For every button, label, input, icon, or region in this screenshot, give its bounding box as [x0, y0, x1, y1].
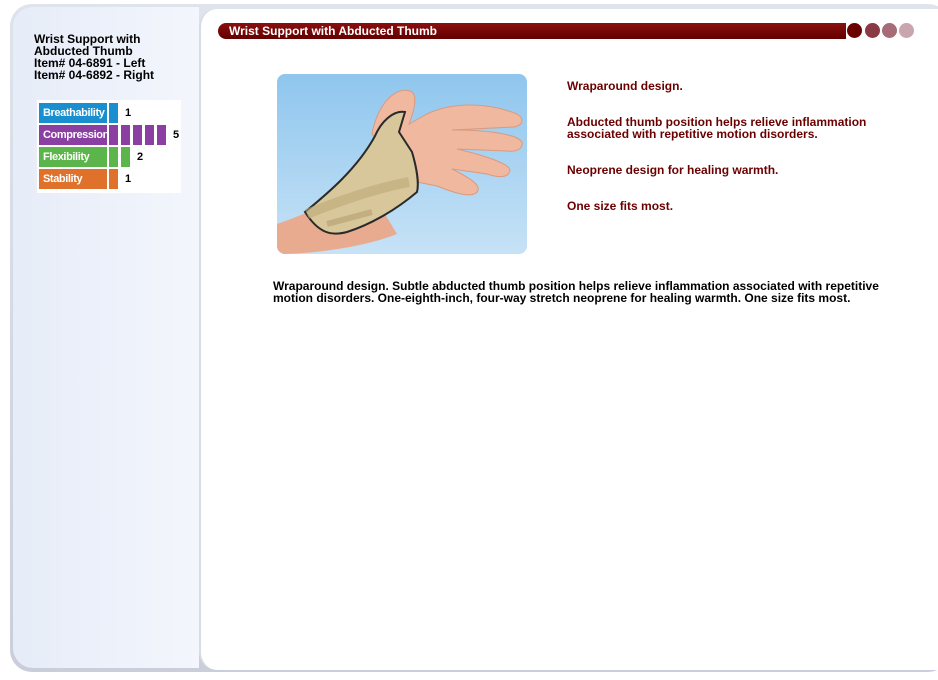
- feature-4: One size fits most.: [567, 199, 674, 213]
- rating-segment: [121, 147, 130, 167]
- rating-segment: [157, 125, 166, 145]
- feature-2: Abducted thumb position helps relieve inflammation associated with repetitive motion disorders.: [567, 115, 867, 141]
- nav-dot-1[interactable]: [847, 23, 862, 38]
- nav-dot-3[interactable]: [882, 23, 897, 38]
- product-image: [277, 74, 527, 254]
- page-title-bar: [218, 23, 846, 39]
- rating-segment: [145, 125, 154, 145]
- nav-dot-2[interactable]: [865, 23, 880, 38]
- product-description: Wraparound design. Subtle abducted thumb position helps relieve inflammation associated with repetitive motion disorders. One-eighth-inch, four-way stretch neoprene for healing warmth. One size fits most.: [273, 279, 879, 305]
- product-name-line-2: Abducted Thumb: [34, 44, 133, 58]
- rating-segment: [121, 125, 130, 145]
- rating-segment: [109, 147, 118, 167]
- rating-value-flexibility: 2: [137, 151, 144, 163]
- product-name-line-1: Wrist Support with: [34, 32, 141, 46]
- nav-dot-4[interactable]: [899, 23, 914, 38]
- rating-value-compression: 5: [173, 129, 180, 141]
- wrist-support-illustration: [277, 74, 527, 254]
- rating-value-stability: 1: [125, 173, 132, 185]
- rating-label-flexibility: Flexibility: [39, 147, 107, 167]
- item-number-left: Item# 04-6891 - Left: [34, 56, 146, 70]
- product-summary: [34, 33, 194, 81]
- rating-segment: [109, 169, 118, 189]
- rating-label-breathability: Breathability: [39, 103, 107, 123]
- rating-segment: [109, 103, 118, 123]
- rating-segment: [109, 125, 118, 145]
- rating-value-breathability: 1: [125, 107, 132, 119]
- ratings-panel: [37, 100, 181, 193]
- page-title: Wrist Support with Abducted Thumb: [229, 24, 437, 38]
- rating-label-stability: Stability: [39, 169, 107, 189]
- feature-3: Neoprene design for healing warmth.: [567, 163, 779, 177]
- rating-label-compression: Compression: [39, 125, 107, 145]
- item-number-right: Item# 04-6892 - Right: [34, 68, 155, 82]
- feature-1: Wraparound design.: [567, 79, 683, 93]
- rating-segment: [133, 125, 142, 145]
